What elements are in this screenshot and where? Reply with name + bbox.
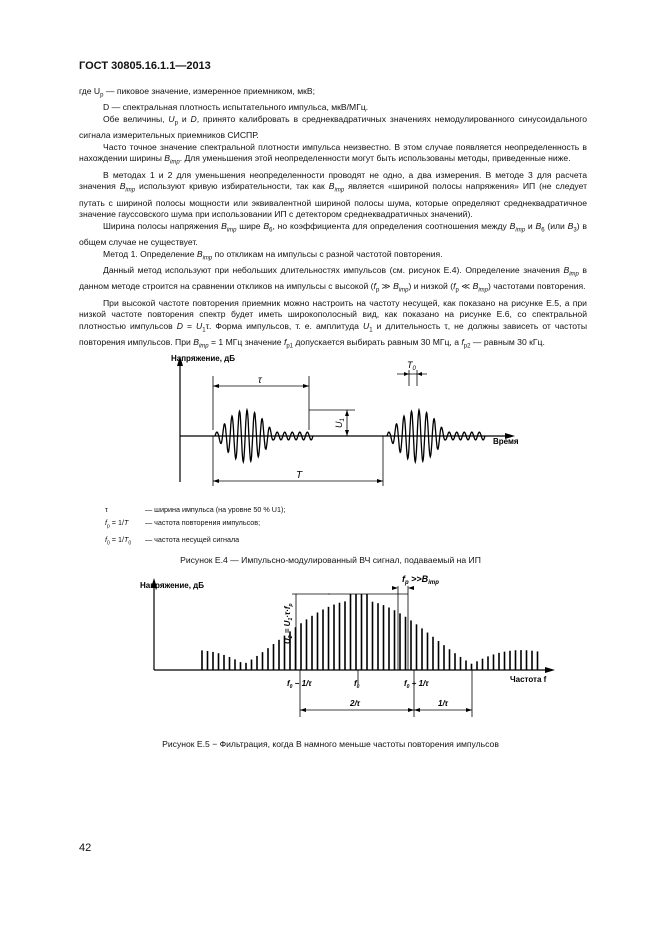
legend-text: — частота повторения импульсов;: [145, 518, 261, 527]
definition-text: — спектральная плотность испытательного импульса, мкВ/МГц.: [111, 102, 369, 113]
spectral-lines: [202, 594, 538, 670]
tick-center-label: $f_0$: [354, 679, 360, 690]
dim-two-arrow-right: [408, 708, 414, 712]
t0-label: $T_0$: [407, 360, 416, 372]
legend-row: [105, 533, 285, 550]
pulse-burst-2: [387, 410, 485, 462]
u1-arrow-down: [345, 430, 349, 436]
definition-text: — пиковое значение, измеренное приемником, мкВ;: [105, 86, 315, 96]
paragraph: Данный метод используют при небольших длительностях импульсов (см. рисунок Е.4). Определение значения $B_{imp}$ в данном методе строится на сравнении откликов на импульсы с высокой ($f_p$ ≫ $B_{imp}$) и низкой ($f_p$ ≪ $B_{imp}$) частотами повторения.: [79, 265, 588, 295]
side-label: $U_2 = U_1\cdot\tau\cdot f_p$: [283, 603, 294, 644]
tick-right-label: $f_0 + 1/\tau$: [404, 679, 429, 690]
tick-left-label: $f_0 - 1/\tau$: [287, 679, 312, 690]
dim-one-label: 1/τ: [438, 699, 448, 708]
y-axis-label: Напряжение, дБ: [140, 581, 204, 590]
x-axis-label: Частота f: [510, 675, 547, 684]
pulse-burst-1: [215, 410, 313, 462]
u1-label: $U_1$: [334, 418, 346, 428]
page-number: 42: [79, 842, 92, 854]
paragraph: Ширина полосы напряжения $B_{imp}$ шире $B_6$, но коэффициента для определения соотношения между $B_{imp}$ и $B_6$ (или $B_3$) в общем случае не существует.: [79, 220, 587, 248]
t-arrow-left: [213, 479, 219, 483]
tau-label: τ: [258, 375, 262, 386]
paragraph: При высокой частоте повторения приемник можно настроить на частоту несущей, как показано на рисунке Е.5, а при низкой частоте повторения спектр будет иметь широкополосный вид, как показано на рисунке Е.6, со спектральной плотностью импульсов $D = U_1\tau$. Форма импульсов, т. е. амплитуда $U_1$ и длительность τ, не должны зависеть от частоты повторения импульсов. При $B_{imp} = 1$ МГц значение $f_{p1}$ допускается выбирать равным 30 МГц, а $f_{p2}$ — равным 30 кГц.: [79, 297, 587, 350]
dim-one-arrow-left: [414, 708, 420, 712]
paragraph: Обе величины, $U_p$ и D, принято калибровать в среднеквадратичных значениях немодулированного синусоидального сигнала измерительных приемников СИСПР.: [79, 113, 587, 141]
paragraph: В методах 1 и 2 для уменьшения неопределенности проводят не одно, а два измерения. В методе 3 для расчета значения $B_{imp}$ используют кривую избирательности, так как $B_{imp}$ является «шириной полосы напряжения» ИП (не следует путать с шириной полосы мощности или эквивалентной шириной полосы шума, которые определяют среднеквадратичное значение гауссовского шума при использовании ИП с детектором среднеквадратичных значений).: [79, 169, 588, 220]
figure-e4: [165, 350, 535, 500]
t-label: T: [296, 470, 303, 481]
paragraph: Часто точное значение спектральной плотности импульса неизвестно. В этом случае появляется неопределенность в нахождении ширины $B_{imp}$. Для уменьшения этой неопределенности могут быть использованы методы, приведенные ниже.: [79, 141, 587, 167]
t-arrow-right: [377, 479, 383, 483]
dim-one-arrow-right: [466, 708, 472, 712]
legend-key: $f_0 = 1/T_0$: [105, 535, 132, 547]
legend-text: — ширина импульса (на уровне 50 % U1);: [145, 505, 286, 514]
definition-key: где $U_p$: [79, 86, 104, 99]
legend-row: [105, 516, 285, 533]
figure-e5: [140, 572, 570, 732]
y-axis-label: Напряжение, дБ: [171, 354, 235, 363]
fp-arrow-right: [408, 586, 414, 590]
body-text-block: [79, 86, 587, 353]
dim-two-label: 2/τ: [350, 699, 360, 708]
figure-e5-caption: Рисунок Е.5 − Фильтрация, когда B намного меньше частоты повторения импульсов: [162, 739, 499, 749]
u1-arrow-up: [345, 410, 349, 416]
legend-key: $f_p = 1/T$: [105, 518, 129, 530]
t0-arrow-left: [404, 372, 409, 376]
definition-d: [79, 102, 587, 114]
paragraph: Метод 1. Определение $B_{imp}$ по откликам на импульсы с разной частотой повторения.: [103, 248, 443, 262]
document-header: ГОСТ 30805.16.1.1—2013: [79, 60, 211, 72]
legend-row: [105, 503, 285, 516]
fp-arrow-left: [392, 586, 398, 590]
x-axis-label: Время: [493, 437, 519, 446]
tau-arrow-left: [213, 384, 219, 388]
legend-text: — частота несущей сигнала: [145, 535, 240, 545]
legend-key: τ: [105, 505, 108, 514]
x-axis-arrow: [545, 667, 555, 673]
dim-two-arrow-left: [300, 708, 306, 712]
figure-e4-caption: Рисунок Е.4 — Импульсно-модулированный ВЧ сигнал, подаваемый на ИП: [180, 555, 481, 565]
figure-e4-legend: [105, 503, 285, 551]
t0-arrow-right: [417, 372, 422, 376]
definition-up: [79, 86, 587, 102]
tau-arrow-right: [303, 384, 309, 388]
fp-label: $f_p >>B_{imp}$: [402, 574, 439, 586]
definition-key: D: [103, 102, 112, 113]
